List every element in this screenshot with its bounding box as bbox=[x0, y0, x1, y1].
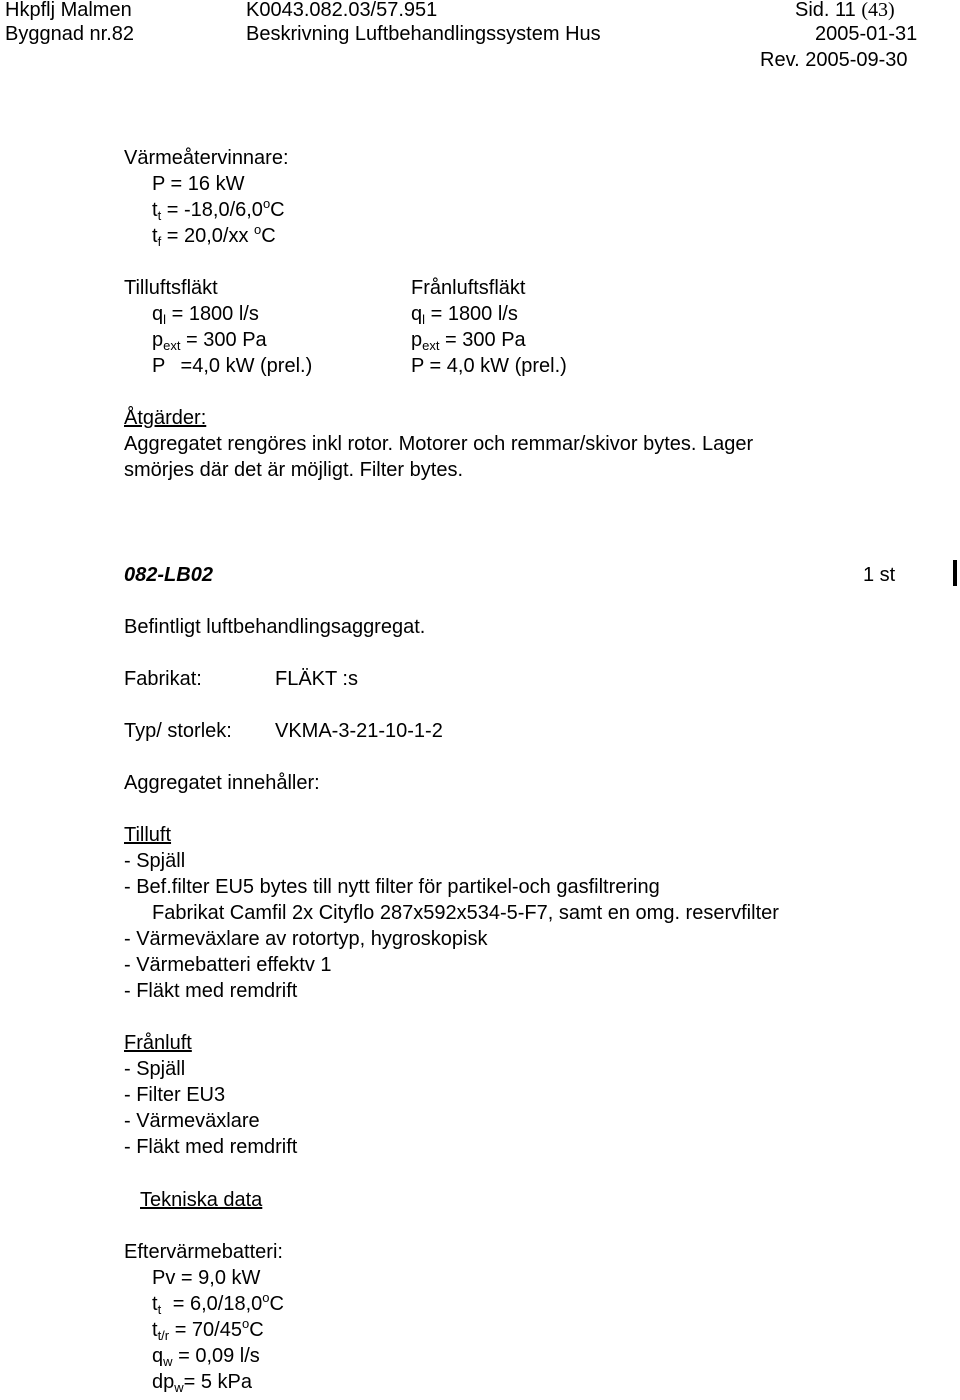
exhaust-fan-power: P = 4,0 kW (prel.) bbox=[411, 355, 567, 377]
exhaust-fan-flow: $q_l = 1800$ l/s bbox=[411, 303, 518, 327]
heat-recovery-title: Värmeåtervinnare: bbox=[124, 147, 289, 169]
exhaust-title: Frånluft bbox=[124, 1032, 192, 1054]
exhaust-fan-pressure: $p_{ext} = 300$ Pa bbox=[411, 329, 526, 353]
header-revision: Rev. 2005-09-30 bbox=[760, 49, 908, 71]
list-item: - Värmebatteri effektv 1 bbox=[124, 954, 332, 976]
list-item: - Värmeväxlare av rotortyp, hygroskopisk bbox=[124, 928, 488, 950]
header-project: Hkpflj Malmen bbox=[5, 0, 132, 21]
type-label: Typ/ storlek: bbox=[124, 720, 232, 742]
header-date: 2005-01-31 bbox=[815, 23, 918, 45]
heat-recovery-supply-temp: $t_t = -18,0/6,0^oC$ bbox=[152, 196, 285, 223]
list-item: - Bef.filter EU5 bytes till nytt filter för partikel-och gasfiltrering bbox=[124, 876, 660, 898]
unit-quantity: 1 st bbox=[863, 564, 896, 586]
header-building: Byggnad nr.82 bbox=[5, 23, 134, 45]
supply-title: Tilluft bbox=[124, 824, 172, 846]
list-item: Fabrikat Camfil 2x Cityflo 287x592x534-5-F7, samt en omg. reservfilter bbox=[152, 902, 779, 924]
list-item: - Fläkt med remdrift bbox=[124, 1136, 298, 1158]
supply-fan-title: Tilluftsfläkt bbox=[124, 277, 218, 299]
list-item: - Fläkt med remdrift bbox=[124, 980, 298, 1002]
unit-contains: Aggregatet innehåller: bbox=[124, 772, 320, 794]
maker-label: Fabrikat: bbox=[124, 668, 202, 690]
reheater-pressure-drop: $dp_w= 5$ kPa bbox=[152, 1371, 253, 1395]
exhaust-fan-title: Frånluftsfläkt bbox=[411, 277, 526, 299]
header-page-number: Sid. 11 (43) bbox=[795, 0, 895, 21]
unit-code: 082-LB02 bbox=[124, 564, 213, 586]
maker-value: FLÄKT :s bbox=[275, 668, 358, 690]
unit-description: Befintligt luftbehandlingsaggregat. bbox=[124, 616, 426, 638]
actions-line: smörjes där det är möjligt. Filter bytes. bbox=[124, 459, 463, 481]
supply-fan-power: P =4,0 kW (prel.) bbox=[152, 355, 313, 377]
revision-bar bbox=[953, 560, 957, 586]
technical-data-title: Tekniska data bbox=[140, 1189, 263, 1211]
header-document-title: Beskrivning Luftbehandlingssystem Hus bbox=[246, 23, 601, 45]
supply-fan-flow: $q_l = 1800$ l/s bbox=[152, 303, 259, 327]
list-item: - Spjäll bbox=[124, 850, 186, 872]
reheater-title: Eftervärmebatteri: bbox=[124, 1241, 283, 1263]
list-item: - Värmeväxlare bbox=[124, 1110, 260, 1132]
reheater-water-temp: $t_{t/r} = 70/45^oC$ bbox=[152, 1316, 264, 1343]
reheater-air-temp: $t_t = 6,0/18,0^oC$ bbox=[152, 1290, 284, 1317]
reheater-power: Pv = 9,0 kW bbox=[152, 1267, 261, 1289]
list-item: - Spjäll bbox=[124, 1058, 186, 1080]
actions-line: Aggregatet rengöres inkl rotor. Motorer och remmar/skivor bytes. Lager bbox=[124, 433, 754, 455]
list-item: - Filter EU3 bbox=[124, 1084, 226, 1106]
actions-title: Åtgärder: bbox=[124, 407, 207, 429]
supply-fan-pressure: $p_{ext} = 300$ Pa bbox=[152, 329, 267, 353]
reheater-water-flow: $q_w = 0,09$ l/s bbox=[152, 1345, 260, 1369]
header-document-number: K0043.082.03/57.951 bbox=[246, 0, 438, 21]
type-value: VKMA-3-21-10-1-2 bbox=[275, 720, 443, 742]
heat-recovery-power: P = 16 kW bbox=[152, 173, 245, 195]
heat-recovery-exhaust-temp: $t_f = 20,0/xx$ $^o$C bbox=[152, 222, 276, 249]
